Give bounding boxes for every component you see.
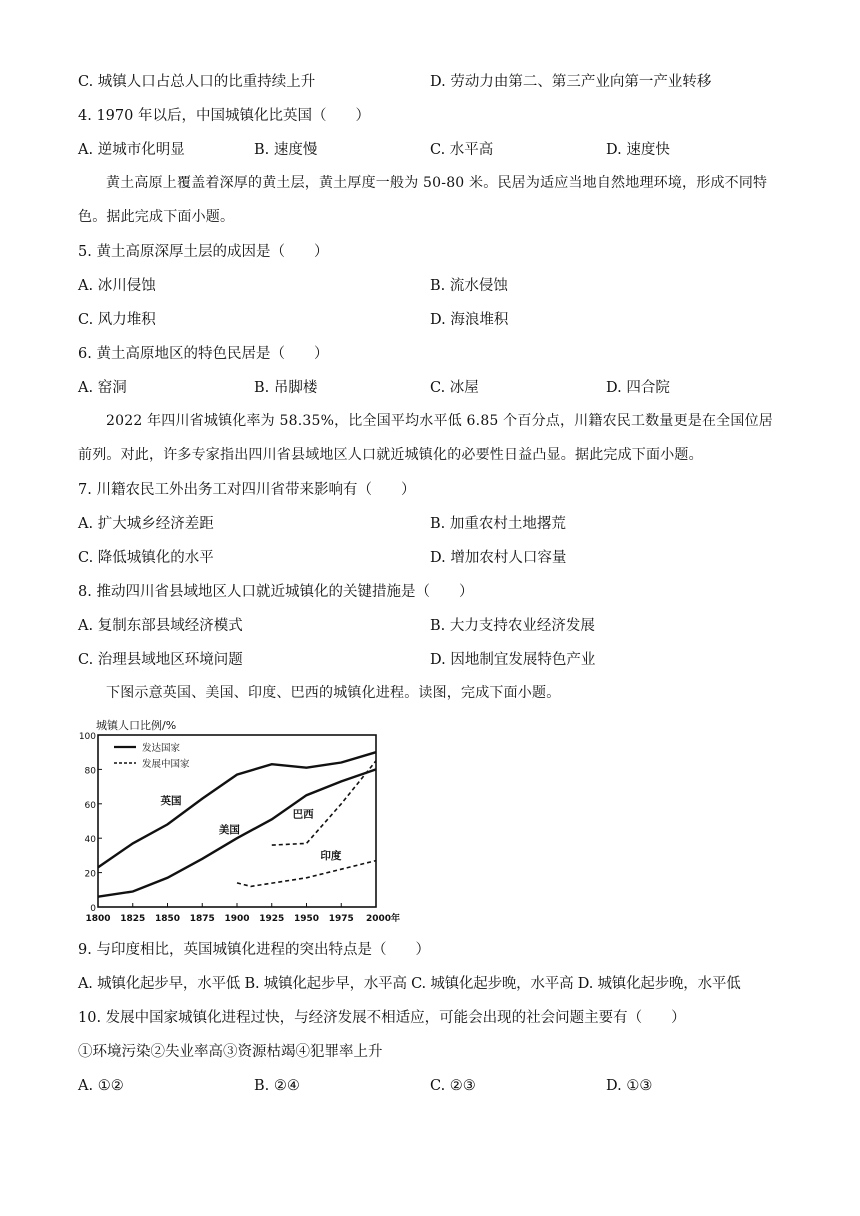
x-tick-label: 1850 bbox=[154, 914, 181, 924]
q7-option-c: C. 降低城镇化的水平 bbox=[78, 550, 214, 566]
x-tick-label: 1950 bbox=[293, 914, 320, 924]
q10-option-d: D. ①③ bbox=[606, 1078, 653, 1094]
q6-stem: 6. 黄土高原地区的特色民居是（ ） bbox=[78, 346, 329, 362]
urbanization-chart-svg bbox=[78, 715, 408, 930]
q8-option-c: C. 治理县域地区环境问题 bbox=[78, 652, 243, 668]
q5-option-d: D. 海浪堆积 bbox=[430, 312, 509, 328]
x-tick-label: 1925 bbox=[259, 914, 285, 924]
q5-option-b: B. 流水侵蚀 bbox=[430, 278, 508, 294]
q10-items: ①环境污染②失业率高③资源枯竭④犯罪率上升 bbox=[78, 1044, 383, 1060]
q5-stem: 5. 黄土高原深厚土层的成因是（ ） bbox=[78, 244, 329, 260]
y-tick-label: 60 bbox=[84, 800, 96, 811]
q9-options: A. 城镇化起步早，水平低 B. 城镇化起步早，水平高 C. 城镇化起步晚，水平高 D. 城镇化起步晚，水平低 bbox=[78, 976, 741, 992]
q8-option-a: A. 复制东部县域经济模式 bbox=[78, 618, 243, 634]
q7-stem: 7. 川籍农民工外出务工对四川省带来影响有（ ） bbox=[78, 482, 416, 498]
q8-option-b: B. 大力支持农业经济发展 bbox=[430, 618, 595, 634]
q7-option-a: A. 扩大城乡经济差距 bbox=[78, 516, 214, 532]
y-tick-label: 100 bbox=[78, 732, 96, 742]
passage-sichuan: 2022 年四川省城镇化率为 58.35%，比全国平均水平低 6.85 个百分点，川籍农民工数量更是在全国位居前列。对此，许多专家指出四川省县域地区人口就近城镇化的必要性日益凸显。据此完成下面小题。 bbox=[78, 413, 773, 463]
chart-series bbox=[98, 752, 376, 897]
q4-stem: 4. 1970 年以后，中国城镇化比英国（ ） bbox=[78, 108, 370, 124]
q5-option-c: C. 风力堆积 bbox=[78, 312, 156, 328]
series-line-3 bbox=[237, 861, 376, 887]
q3-option-c: C. 城镇人口占总人口的比重持续上升 bbox=[78, 74, 316, 90]
series-label-2: 巴西 bbox=[292, 808, 314, 821]
y-tick-label: 20 bbox=[84, 869, 96, 880]
legend-label-developing: 发展中国家 bbox=[142, 759, 190, 770]
series-label-1: 美国 bbox=[218, 824, 240, 837]
x-tick-label: 2000年 bbox=[366, 914, 401, 924]
q3-option-d: D. 劳动力由第二、第三产业向第一产业转移 bbox=[430, 74, 712, 90]
q6-option-b: B. 吊脚楼 bbox=[254, 380, 318, 396]
y-tick-label: 0 bbox=[90, 904, 96, 914]
q10-option-b: B. ②④ bbox=[254, 1078, 300, 1094]
q10-stem: 10. 发展中国家城镇化进程过快，与经济发展不相适应，可能会出现的社会问题主要有（ ） bbox=[78, 1010, 686, 1026]
series-label-3: 印度 bbox=[320, 849, 342, 862]
legend-label-developed: 发达国家 bbox=[142, 743, 181, 754]
q4-option-a: A. 逆城市化明显 bbox=[78, 142, 185, 158]
x-tick-label: 1800 bbox=[85, 914, 111, 924]
q7-option-d: D. 增加农村人口容量 bbox=[430, 550, 567, 566]
y-tick-label: 40 bbox=[84, 835, 96, 846]
q6-option-d: D. 四合院 bbox=[606, 380, 670, 396]
passage-loess: 黄土高原上覆盖着深厚的黄土层，黄土厚度一般为 50-80 米。民居为适应当地自然地理环境，形成不同特色。据此完成下面小题。 bbox=[78, 175, 768, 225]
q5-option-a: A. 冰川侵蚀 bbox=[78, 278, 156, 294]
q8-option-d: D. 因地制宜发展特色产业 bbox=[430, 652, 596, 668]
q4-option-d: D. 速度快 bbox=[606, 142, 670, 158]
x-tick-label: 1975 bbox=[328, 914, 354, 924]
q10-option-c: C. ②③ bbox=[430, 1078, 476, 1094]
urbanization-chart bbox=[78, 715, 408, 930]
x-tick-label: 1875 bbox=[189, 914, 215, 924]
series-label-0: 英国 bbox=[160, 794, 182, 807]
q6-option-a: A. 窑洞 bbox=[78, 380, 127, 396]
chart-legend bbox=[114, 742, 190, 770]
y-axis-label: 城镇人口比例/% bbox=[96, 719, 177, 732]
q10-option-a: A. ①② bbox=[78, 1078, 124, 1094]
y-tick-label: 80 bbox=[84, 766, 96, 777]
q4-option-c: C. 水平高 bbox=[430, 142, 494, 158]
q9-stem: 9. 与印度相比，英国城镇化进程的突出特点是（ ） bbox=[78, 942, 430, 958]
plot-frame bbox=[98, 735, 376, 907]
x-tick-label: 1900 bbox=[224, 914, 250, 924]
q6-option-c: C. 冰屋 bbox=[430, 380, 479, 396]
x-tick-label: 1825 bbox=[120, 914, 146, 924]
q8-stem: 8. 推动四川省县域地区人口就近城镇化的关键措施是（ ） bbox=[78, 584, 474, 600]
q7-option-b: B. 加重农村土地撂荒 bbox=[430, 516, 566, 532]
series-line-2 bbox=[272, 761, 376, 845]
passage-chart: 下图示意英国、美国、印度、巴西的城镇化进程。读图，完成下面小题。 bbox=[106, 685, 561, 701]
q4-option-b: B. 速度慢 bbox=[254, 142, 318, 158]
